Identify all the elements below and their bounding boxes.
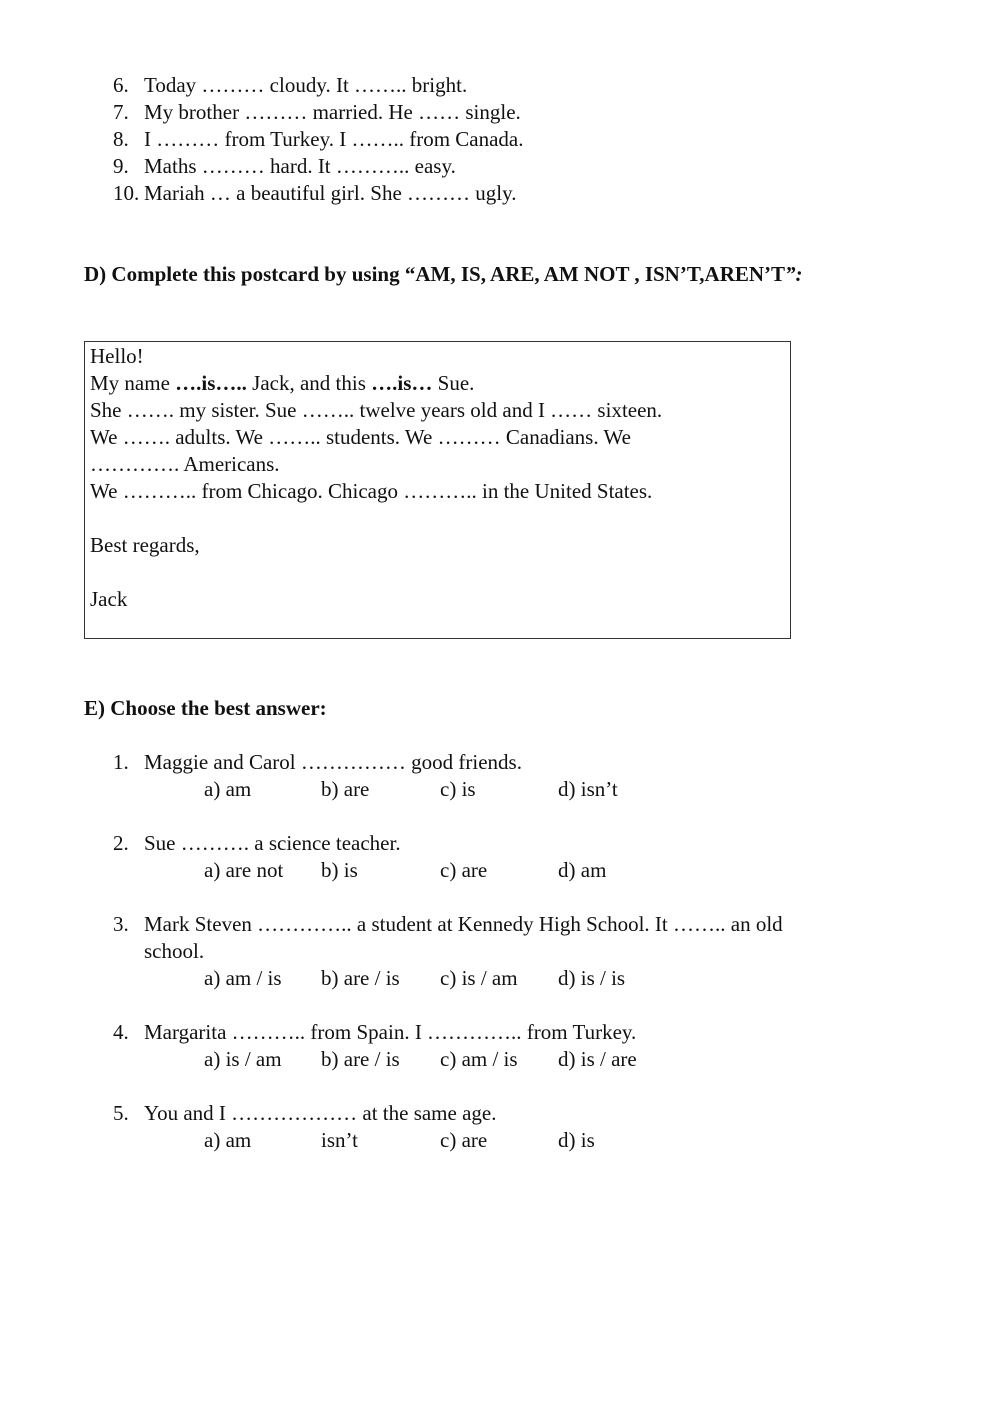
question-item: 5. You and I ……………… at the same age. a) am isn’t c) are d) is — [113, 1101, 595, 1152]
answer-options — [113, 776, 618, 803]
question-text: You and I ……………… at the same age. — [144, 1101, 497, 1125]
question-text: Mark Steven ………….. a student at Kennedy High School. It …….. an old — [144, 912, 783, 936]
option-b: b) are / is — [321, 1047, 400, 1071]
postcard-line: My name ….is….. Jack, and this ….is… Sue. — [90, 371, 475, 395]
option-b: b) is — [321, 858, 358, 882]
option-c: c) am / is — [440, 1047, 518, 1071]
section-e-heading: E) Choose the best answer: — [84, 696, 327, 720]
option-c: c) are — [440, 1128, 488, 1152]
list-item: 8. I ……… from Turkey. I …….. from Canada. — [113, 127, 524, 151]
option-c: c) is / am — [440, 966, 518, 990]
question-item: 1. Maggie and Carol …………… good friends. a) am b) are c) is d) isn’t — [113, 750, 618, 801]
postcard-closing: Best regards, — [90, 533, 200, 557]
option-d: d) is — [558, 1128, 595, 1152]
postcard-box — [84, 341, 791, 639]
postcard-line: She ……. my sister. Sue …….. twelve years old and I …… sixteen. — [90, 398, 663, 422]
option-a: a) am — [204, 1128, 252, 1152]
section-d-heading: D) Complete this postcard by using “AM, IS, ARE, AM NOT , ISN’T,AREN’T”: — [84, 262, 803, 286]
option-a: a) are not — [204, 858, 284, 882]
list-item: 6. Today ……… cloudy. It …….. bright. — [113, 73, 468, 97]
postcard-line: We ……….. from Chicago. Chicago ……….. in the United States. — [90, 479, 653, 503]
list-item: 9. Maths ……… hard. It ……….. easy. — [113, 154, 456, 178]
answer-options — [113, 965, 783, 992]
question-item: 4. Margarita ……….. from Spain. I ………….. from Turkey. a) is / am b) are / is c) am / is d) is / are — [113, 1020, 637, 1071]
question-text-continued: school. — [144, 939, 205, 963]
section-c-list — [113, 72, 524, 207]
list-item: 7. My brother ……… married. He …… single. — [113, 100, 521, 124]
option-a: a) am / is — [204, 966, 282, 990]
question-item: 3. Mark Steven ………….. a student at Kennedy High School. It …….. an old school. a) am / is b) are / is c) is / am d) is / is — [113, 912, 783, 990]
option-d: d) is / are — [558, 1047, 637, 1071]
answer-options — [113, 1127, 595, 1154]
option-c: c) is — [440, 777, 476, 801]
postcard-line: We ……. adults. We …….. students. We ……… Canadians. We — [90, 425, 631, 449]
option-d: d) is / is — [558, 966, 626, 990]
answer-options — [113, 1046, 636, 1073]
list-item: 10. Mariah … a beautiful girl. She ……… ugly. — [113, 181, 517, 205]
option-c: c) are — [440, 858, 488, 882]
option-b: isn’t — [321, 1128, 358, 1152]
answer-options — [113, 857, 607, 884]
option-b: b) are / is — [321, 966, 400, 990]
question-text: Maggie and Carol …………… good friends. — [144, 750, 522, 774]
postcard-line: …………. Americans. — [90, 452, 280, 476]
option-d: d) isn’t — [558, 777, 618, 801]
postcard-signature: Jack — [90, 587, 128, 611]
postcard-greeting: Hello! — [90, 344, 144, 368]
option-a: a) am — [204, 777, 252, 801]
question-text: Sue ………. a science teacher. — [144, 831, 401, 855]
option-d: d) am — [558, 858, 607, 882]
question-text: Margarita ……….. from Spain. I ………….. from Turkey. — [144, 1020, 637, 1044]
option-b: b) are — [321, 777, 370, 801]
option-a: a) is / am — [204, 1047, 282, 1071]
question-item: 2. Sue ………. a science teacher. a) are not b) is c) are d) am — [113, 831, 607, 882]
